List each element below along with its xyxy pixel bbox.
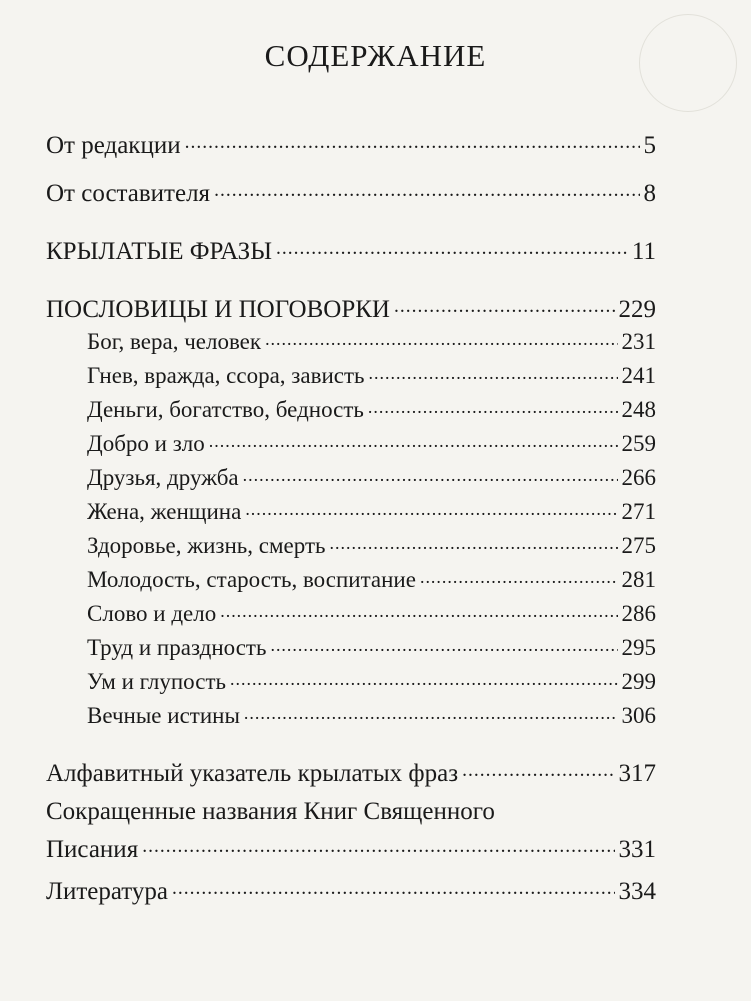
toc-entry-page: 266: [621, 465, 656, 490]
toc-entry-page: 248: [621, 397, 656, 422]
toc-entry-label: От редакции: [46, 132, 181, 159]
toc-entry-label: Жена, женщина: [87, 499, 242, 524]
toc-entry-label: Писания: [46, 836, 139, 863]
dot-leader: [172, 874, 615, 899]
toc-subentry: [46, 326, 656, 355]
toc-entry-page: 271: [621, 499, 656, 524]
toc-entry-label: Слово и дело: [87, 601, 217, 626]
dot-leader: [245, 496, 617, 519]
dot-leader: [244, 700, 618, 723]
toc-entry-page: 317: [618, 760, 656, 787]
toc-entry-label: Труд и праздность: [87, 635, 267, 660]
dot-leader: [265, 326, 617, 349]
toc-entry-label: Литература: [46, 878, 168, 905]
toc-entry-page: 259: [621, 431, 656, 456]
dot-leader: [368, 394, 618, 417]
toc-entry-page: 334: [618, 878, 656, 905]
toc-entry-label: От составителя: [46, 180, 211, 207]
toc-entry-abbreviations-line1: [46, 798, 656, 826]
toc-entry-page: 286: [621, 601, 656, 626]
toc-subentry: [46, 394, 656, 423]
dot-leader: [243, 462, 618, 485]
toc-subentry: [46, 428, 656, 457]
toc-entry-page: 5: [643, 132, 656, 159]
dot-leader: [230, 666, 618, 689]
toc-entry-abbreviations-line2: [46, 832, 656, 864]
toc-entry-page: 8: [643, 180, 656, 207]
dot-leader: [369, 360, 618, 383]
toc-entry-label: Алфавитный указатель крылатых фраз: [46, 760, 459, 787]
dot-leader: [209, 428, 618, 451]
toc-subentry: [46, 360, 656, 389]
toc-entry-from-editors: [46, 128, 656, 160]
dot-leader: [276, 234, 628, 259]
toc-subentry: [46, 598, 656, 627]
toc-entry-page: 281: [621, 567, 656, 592]
toc-subentry: [46, 530, 656, 559]
dot-leader: [185, 128, 640, 153]
toc-subentry: [46, 666, 656, 695]
dot-leader: [214, 176, 639, 201]
toc-entry-label: Деньги, богатство, бедность: [87, 397, 364, 422]
toc-entry-label: ПОСЛОВИЦЫ И ПОГОВОРКИ: [46, 296, 390, 323]
toc-entry-page: 229: [618, 296, 656, 323]
toc-entry-label: Бог, вера, человек: [87, 329, 262, 354]
dot-leader: [330, 530, 618, 553]
dot-leader: [270, 632, 617, 655]
toc-entry-page: 299: [621, 669, 656, 694]
toc-entry-label: Добро и зло: [87, 431, 205, 456]
toc-entry-label: Здоровье, жизнь, смерть: [87, 533, 326, 558]
page-title: СОДЕРЖАНИЕ: [264, 38, 487, 73]
toc-entry-label: Гнев, вражда, ссора, зависть: [87, 363, 365, 388]
toc-entry-page: 275: [621, 533, 656, 558]
toc-entry-page: 241: [621, 363, 656, 388]
dot-leader: [420, 564, 618, 587]
toc-subentry: [46, 496, 656, 525]
toc-entry-literature: [46, 874, 656, 906]
toc-subentry: [46, 462, 656, 491]
toc-entry-proverbs: [46, 292, 656, 324]
toc-entry-page: 331: [618, 836, 656, 863]
toc-entry-page: 231: [621, 329, 656, 354]
toc-entry-alphabetical-index: [46, 756, 656, 788]
dot-leader: [220, 598, 617, 621]
toc-entry-page: 11: [631, 238, 656, 265]
toc-entry-label: КРЫЛАТЫЕ ФРАЗЫ: [46, 238, 273, 265]
toc-entry-page: 306: [621, 703, 656, 728]
toc-entry-label: Вечные истины: [87, 703, 240, 728]
dot-leader: [462, 756, 614, 781]
toc-entry-label: Сокращенные названия Книг Священного: [46, 798, 495, 825]
toc-entry-winged-phrases: [46, 234, 656, 266]
toc-entry-from-compiler: [46, 176, 656, 208]
dot-leader: [142, 832, 614, 857]
toc-entry-page: 295: [621, 635, 656, 660]
toc-subentry: [46, 564, 656, 593]
toc-entry-label: Ум и глупость: [87, 669, 226, 694]
toc-entry-label: Друзья, дружба: [87, 465, 239, 490]
toc-entry-label: Молодость, старость, воспитание: [87, 567, 416, 592]
dot-leader: [394, 292, 615, 317]
toc-subentry: [46, 632, 656, 661]
toc-subentry: [46, 700, 656, 729]
